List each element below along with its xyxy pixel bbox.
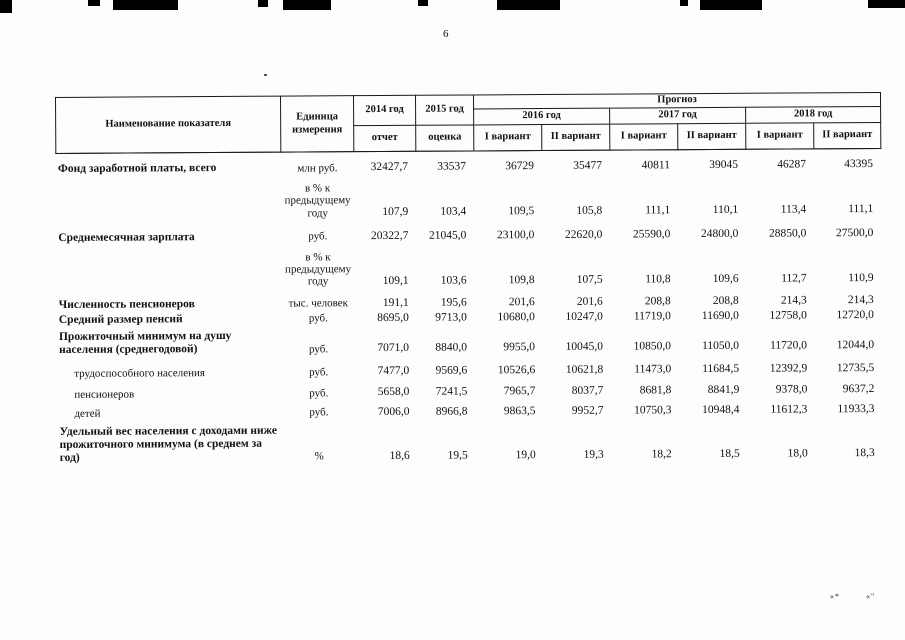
value-cell: 8695,0 [377, 311, 409, 324]
value-cell: 9952,7 [571, 404, 604, 417]
value-cell: 103,4 [440, 205, 467, 218]
row-label: детей [74, 408, 101, 421]
value-cell: 107,5 [576, 273, 603, 286]
value-cell: 109,5 [508, 205, 535, 218]
header-2015-sub: оценка [416, 125, 474, 151]
value-cell: 208,8 [644, 294, 671, 308]
header-2017: 2017 год [610, 107, 746, 124]
value-cell: 10247,0 [565, 310, 603, 323]
header-2014-sub: отчет [354, 125, 416, 151]
value-cell: 110,9 [848, 271, 874, 284]
value-cell: 10850,0 [633, 340, 672, 353]
value-cell: 35477 [573, 159, 602, 172]
value-cell: 22620,0 [564, 228, 603, 241]
table-row [57, 321, 882, 357]
value-cell: 46287 [777, 158, 806, 171]
value-cell: 12720,0 [836, 308, 874, 321]
value-cell: 18,3 [854, 446, 875, 459]
value-cell: 5658,0 [377, 385, 410, 399]
value-cell: 7965,7 [503, 385, 536, 398]
value-cell: 201,6 [508, 295, 535, 308]
value-cell: 40811 [641, 159, 670, 172]
value-cell: 109,8 [508, 273, 535, 286]
value-cell: 18,5 [719, 447, 740, 460]
value-cell: 8037,7 [571, 384, 604, 397]
value-cell: 10948,4 [702, 403, 740, 416]
value-cell: 112,7 [781, 272, 807, 285]
value-cell: 208,8 [712, 294, 739, 307]
value-cell: 105,8 [576, 204, 603, 217]
value-cell: 18,2 [651, 447, 672, 460]
value-cell: 18,6 [389, 449, 410, 462]
value-cell: 10621,8 [565, 363, 604, 377]
table-header [56, 92, 881, 153]
row-label: Фонд заработной платы, всего [57, 162, 217, 175]
value-cell: 9863,5 [503, 404, 536, 418]
value-cell: 24800,0 [700, 227, 739, 240]
scan-mark: «" [866, 592, 876, 601]
value-cell: 18,0 [787, 446, 808, 460]
row-unit: руб. [308, 343, 329, 356]
scan-artifact [700, 0, 762, 10]
row-label: Численность пенсионеров [58, 297, 195, 311]
row-unit: руб. [309, 386, 329, 400]
value-cell: 111,1 [645, 204, 671, 217]
row-unit: тыс. человек [288, 297, 348, 310]
row-label [56, 177, 281, 226]
value-cell: 20322,7 [370, 229, 409, 242]
row-unit: в % к предыдущему году [284, 182, 351, 219]
value-cell: 11050,0 [702, 340, 740, 353]
value-cell: 201,6 [576, 295, 603, 308]
value-cell: 36729 [505, 160, 534, 173]
table-row [56, 174, 881, 227]
value-cell: 11473,0 [634, 363, 672, 376]
scan-artifact [0, 0, 12, 13]
row-label: трудоспособного населения [74, 366, 205, 380]
value-cell: 191,1 [382, 296, 409, 309]
value-cell: 19,5 [447, 448, 468, 462]
scan-mark: «* [830, 592, 840, 601]
row-label: Среднемесячная зарплата [58, 230, 195, 244]
scan-artifact [497, 0, 560, 10]
value-cell: 110,1 [712, 203, 739, 216]
value-cell: 12758,0 [769, 308, 807, 322]
header-2018: 2018 год [746, 106, 881, 123]
value-cell: 33537 [437, 160, 466, 173]
indicators-table [55, 92, 883, 464]
scan-artifact [418, 0, 428, 6]
header-2015: 2015 год [415, 95, 473, 125]
value-cell: 107,9 [382, 205, 409, 218]
row-label: Средний размер пенсий [58, 312, 183, 326]
row-unit: руб. [309, 406, 329, 419]
value-cell: 28850,0 [768, 227, 807, 240]
value-cell: 9637,2 [842, 383, 875, 396]
value-cell: 27500,0 [835, 226, 874, 240]
page-number: 6 [443, 28, 449, 40]
row-unit: в % к предыдущему году [285, 251, 352, 288]
header-unit: Единица измерения [280, 96, 353, 152]
scan-artifact [258, 0, 268, 7]
value-cell: 7006,0 [377, 405, 410, 418]
scan-speck [264, 74, 267, 76]
value-cell: 11612,3 [770, 403, 808, 416]
header-2014: 2014 год [353, 95, 415, 125]
value-cell: 9713,0 [435, 310, 467, 324]
row-unit: руб. [308, 312, 328, 325]
value-cell: 19,3 [583, 448, 604, 461]
header-variant-ii: II вариант [542, 124, 610, 150]
value-cell: 10680,0 [497, 310, 535, 323]
value-cell: 11933,3 [837, 402, 875, 416]
value-cell: 113,4 [780, 203, 807, 216]
value-cell: 214,3 [847, 293, 874, 306]
value-cell: 11690,0 [701, 309, 739, 322]
value-cell: 103,6 [440, 274, 467, 287]
value-cell: 11684,5 [702, 362, 740, 376]
scan-artifact [283, 0, 331, 10]
value-cell: 10526,6 [497, 364, 536, 377]
value-cell: 43395 [844, 158, 873, 171]
value-cell: 32427,7 [370, 160, 408, 174]
value-cell: 25590,0 [632, 228, 671, 241]
row-unit: руб. [308, 230, 328, 243]
row-label [56, 246, 281, 295]
row-label: пенсионеров [74, 388, 135, 401]
table-row [57, 416, 882, 465]
value-cell: 214,3 [780, 294, 807, 307]
value-cell: 8681,8 [639, 384, 672, 397]
row-unit: % [314, 450, 324, 463]
value-cell: 7241,5 [435, 385, 468, 398]
value-cell: 39045 [709, 158, 738, 172]
value-cell: 21045,0 [428, 229, 467, 242]
row-label: Удельный вес населения с доходами ниже прожиточного минимума (в среднем за год) [59, 424, 277, 464]
header-variant-ii: II вариант [678, 123, 746, 149]
scan-artifact [113, 0, 178, 10]
value-cell: 110,8 [645, 272, 671, 286]
value-cell: 19,0 [515, 448, 536, 461]
value-cell: 7477,0 [377, 364, 410, 378]
value-cell: 9378,0 [775, 383, 808, 396]
value-cell: 9955,0 [503, 341, 536, 354]
header-2016: 2016 год [474, 108, 610, 125]
header-variant-i: I вариант [746, 123, 814, 149]
row-unit: руб. [309, 366, 329, 379]
value-cell: 10750,3 [634, 404, 672, 417]
value-cell: 12735,5 [836, 362, 875, 375]
scan-artifact [680, 0, 688, 6]
value-cell: 10045,0 [565, 340, 604, 354]
header-variant-ii: II вариант [814, 122, 881, 148]
value-cell: 9569,6 [435, 364, 468, 377]
value-cell: 11719,0 [633, 309, 671, 322]
header-indicator: Наименование показателя [56, 96, 281, 153]
value-cell: 109,6 [712, 272, 739, 285]
value-cell: 8841,9 [707, 383, 740, 397]
value-cell: 11720,0 [770, 339, 808, 352]
value-cell: 195,6 [440, 296, 467, 309]
table-row [56, 243, 881, 296]
value-cell: 109,1 [382, 274, 409, 287]
value-cell: 23100,0 [496, 228, 535, 242]
value-cell: 111,1 [848, 202, 874, 216]
row-unit: млн руб. [297, 161, 338, 175]
value-cell: 12044,0 [836, 339, 875, 352]
scan-artifact [88, 0, 100, 6]
value-cell: 8966,8 [435, 405, 468, 418]
value-cell: 8840,0 [435, 341, 468, 354]
row-label: Прожиточный минимум на душу населения (среднегодовой) [58, 330, 232, 357]
header-variant-i: I вариант [474, 125, 542, 151]
value-cell: 7071,0 [377, 342, 410, 355]
header-variant-i: I вариант [610, 124, 678, 150]
scan-artifact [868, 0, 905, 8]
value-cell: 12392,9 [769, 362, 808, 375]
header-forecast: Прогноз [473, 92, 880, 108]
